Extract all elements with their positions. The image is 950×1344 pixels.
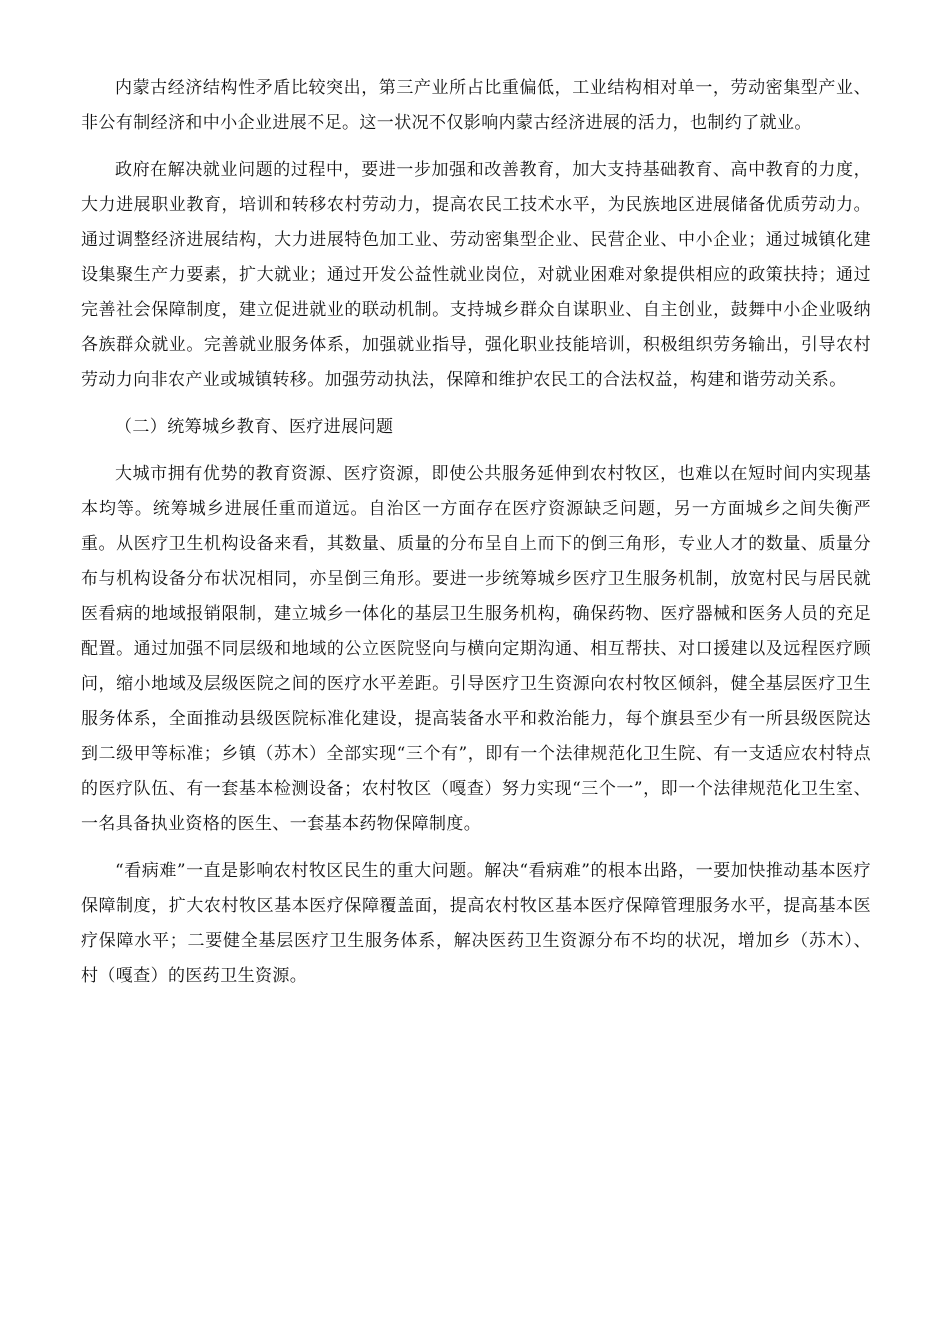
paragraph-employment-policy: 政府在解决就业问题的过程中，要进一步加强和改善教育，加大支持基础教育、高中教育的力度，大力进展职业教育，培训和转移农村劳动力，提高农民工技术水平，为民族地区进展储备优质劳动力。通过调整经济进展结构，大力进展特色加工业、劳动密集型企业、民营企业、中小企业；通过城镇化建设集聚生产力要素，扩大就业；通过开发公益性就业岗位，对就业困难对象提供相应的政策扶持；通过完善社会保障制度，建立促进就业的联动机制。支持城乡群众自谋职业、自主创业，鼓舞中小企业吸纳各族群众就业。完善就业服务体系，加强就业指导，强化职业技能培训，积极组织劳务输出，引导农村劳动力向非农产业或城镇转移。加强劳动执法，保障和维护农民工的合法权益，构建和谐劳动关系。 bbox=[81, 160, 871, 390]
paragraph-medical-access: “看病难”一直是影响农村牧区民生的重大问题。解决“看病难”的根本出路，一要加快推动基本医疗保障制度，扩大农村牧区基本医疗保障覆盖面，提高农村牧区基本医疗保障管理服务水平，提高基本医疗保障水平；二要健全基层医疗卫生服务体系，解决医药卫生资源分布不均的状况，增加乡（苏木）、村（嘎查）的医药卫生资源。 bbox=[81, 861, 871, 986]
document-body bbox=[81, 71, 871, 994]
paragraph-economic-structure: 内蒙古经济结构性矛盾比较突出，第三产业所占比重偏低，工业结构相对单一，劳动密集型产业、非公有制经济和中小企业进展不足。这一状况不仅影响内蒙古经济进展的活力，也制约了就业。 bbox=[81, 78, 871, 133]
paragraph-urban-rural-medical: 大城市拥有优势的教育资源、医疗资源，即使公共服务延伸到农村牧区，也难以在短时间内实现基本均等。统筹城乡进展任重而道远。自治区一方面存在医疗资源缺乏问题，另一方面城乡之间失衡严重。从医疗卫生机构设备来看，其数量、质量的分布呈自上而下的倒三角形，专业人才的数量、质量分布与机构设备分布状况相同，亦呈倒三角形。要进一步统筹城乡医疗卫生服务机制，放宽村民与居民就医看病的地域报销限制，建立城乡一体化的基层卫生服务机构，确保药物、医疗器械和医务人员的充足配置。通过加强不同层级和地域的公立医院竖向与横向定期沟通、相互帮扶、对口援建以及远程医疗顾问，缩小地域及层级医院之间的医疗水平差距。引导医疗卫生资源向农村牧区倾斜，健全基层医疗卫生服务体系，全面推动县级医院标准化建设，提高装备水平和救治能力，每个旗县至少有一所县级医院达到二级甲等标准；乡镇（苏木）全部实现“三个有”，即有一个法律规范化卫生院、有一支适应农村特点的医疗队伍、有一套基本检测设备；农村牧区（嘎查）努力实现“三个一”，即一个法律规范化卫生室、一名具备执业资格的医生、一套基本药物保障制度。 bbox=[81, 464, 871, 834]
section-heading: （二）统筹城乡教育、医疗进展问题 bbox=[115, 417, 394, 437]
